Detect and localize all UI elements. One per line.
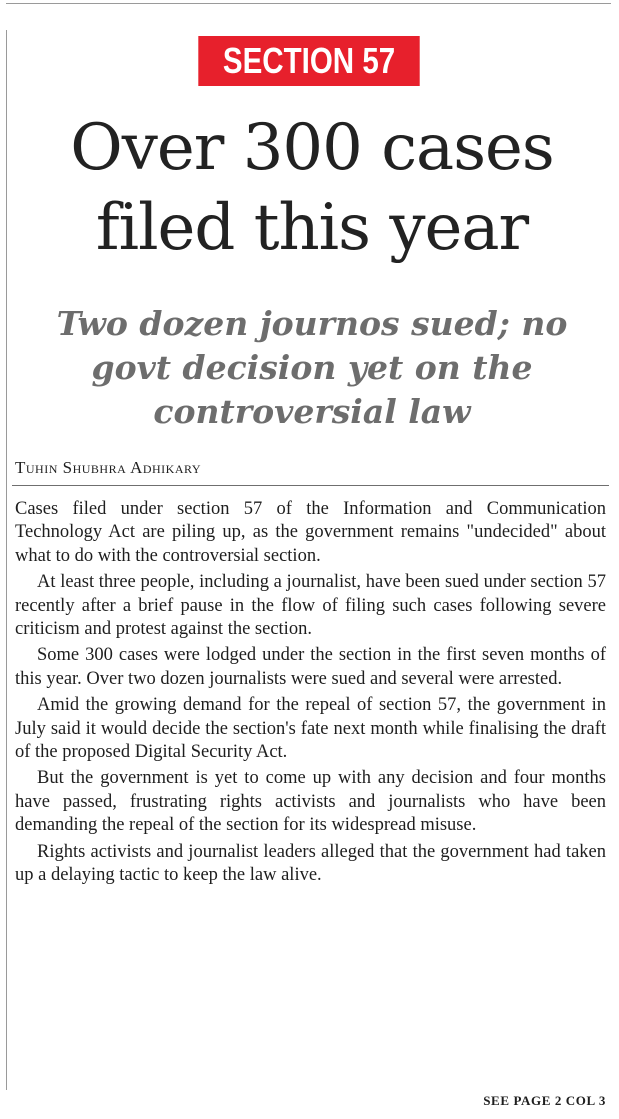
subheadline-deck: Two dozen journos sued; no govt decision yet on the controversial law: [56, 304, 568, 431]
section-kicker: SECTION 57: [199, 36, 420, 86]
byline: Tuhin Shubhra Adhikary: [15, 458, 202, 477]
article-paragraph: Some 300 cases were lodged under the section in the first seven months of this year. Over two dozen journalists were sued and several were arrested.: [15, 645, 606, 689]
column-rule: [6, 30, 7, 1090]
kicker-container: [0, 36, 619, 86]
article-paragraph: Rights activists and journalist leaders alleged that the government had taken up a delaying tactic to keep the law alive.: [15, 841, 606, 886]
top-rule: [6, 3, 611, 4]
article-paragraph: Cases filed under section 57 of the Information and Communication Technology Act are piling up, as the government remains "undecided" about what to do with the controversial section.: [15, 499, 606, 566]
headline: Over 300 cases filed this year: [70, 111, 554, 265]
article-body: [15, 498, 606, 891]
article-paragraph: Amid the growing demand for the repeal of section 57, the government in July said it would decide the section's fate next month while finalising the draft of the proposed Digital Security Act.: [15, 695, 606, 763]
article-paragraph: But the government is yet to come up with any decision and four months have passed, frustrating rights activists and journalists who have been demanding the repeal of the section for its widespread misuse.: [15, 768, 606, 836]
article-paragraph: At least three people, including a journalist, have been sued under section 57 recently after a brief pause in the flow of filing such cases following severe criticism and protest against the section.: [15, 572, 606, 640]
continued-jump-line: SEE PAGE 2 COL 3: [483, 1093, 606, 1108]
byline-divider: [12, 485, 609, 486]
